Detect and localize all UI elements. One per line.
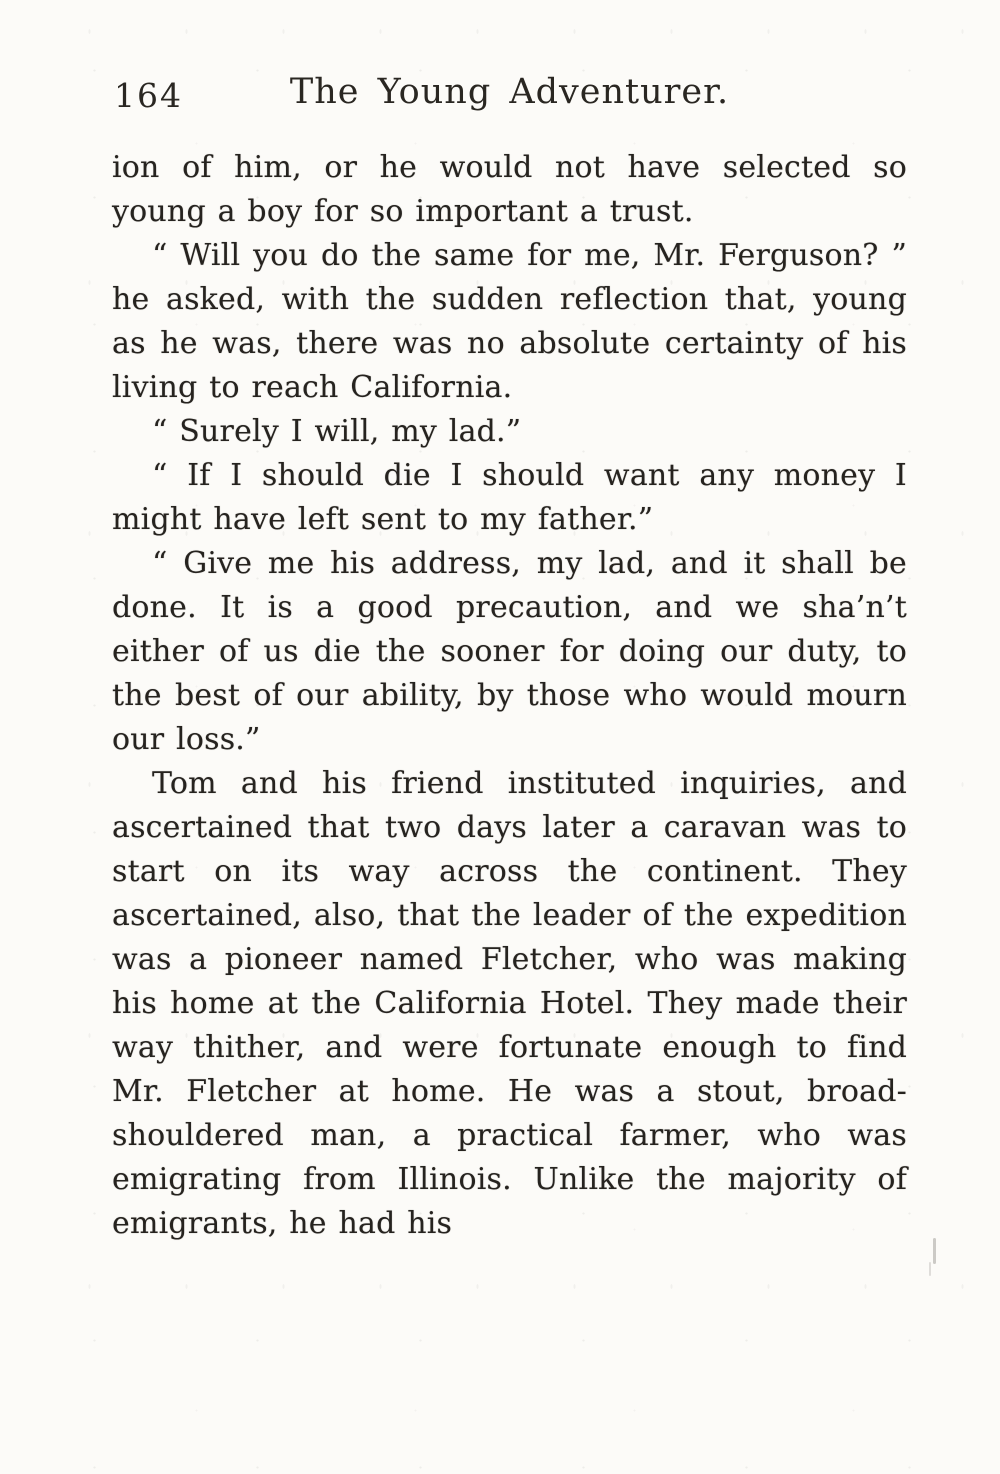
paragraph-continuation: ion of him, or he would not have selected so young a boy for so important a trust. <box>112 150 907 229</box>
paragraph-dialogue-if-i-should-die: “ If I should die I should want any money I might have left sent to my father.” <box>112 458 907 537</box>
paragraph-dialogue-will-you: “ Will you do the same for me, Mr. Ferguson? ” he asked, with the sudden reflection that, young as he was, there was no absolute certainty of his living to reach California. <box>112 238 907 405</box>
scan-artifact-mark <box>929 1262 931 1276</box>
page-number: 164 <box>114 76 183 115</box>
paragraph-dialogue-give-me-his-address: “ Give me his address, my lad, and it shall be done. It is a good precaution, and we sha’n’t either of us die the sooner for doing our duty, to the best of our ability, by those who would mourn our loss.” <box>112 546 907 757</box>
paragraph-narrative-tom-and-his-friend: Tom and his friend instituted inquiries, and ascertained that two days later a caravan was to start on its way across the continent. They ascertained, also, that the leader of the expedition was a pioneer named Fletcher, who was making his home at the California Hotel. They made their way thither, and were fortunate enough to find Mr. Fletcher at home. He was a stout, broad-shouldered man, a practical farmer, who was emigrating from Illinois. Unlike the majority of emigrants, he had his <box>112 766 907 1241</box>
page-body-text <box>112 146 907 1246</box>
running-title: The Young Adventurer. <box>289 72 730 112</box>
scan-artifact-mark <box>933 1238 936 1264</box>
page-content-area <box>112 72 907 1246</box>
paragraph-dialogue-surely: “ Surely I will, my lad.” <box>152 414 522 449</box>
page-header <box>112 72 907 120</box>
